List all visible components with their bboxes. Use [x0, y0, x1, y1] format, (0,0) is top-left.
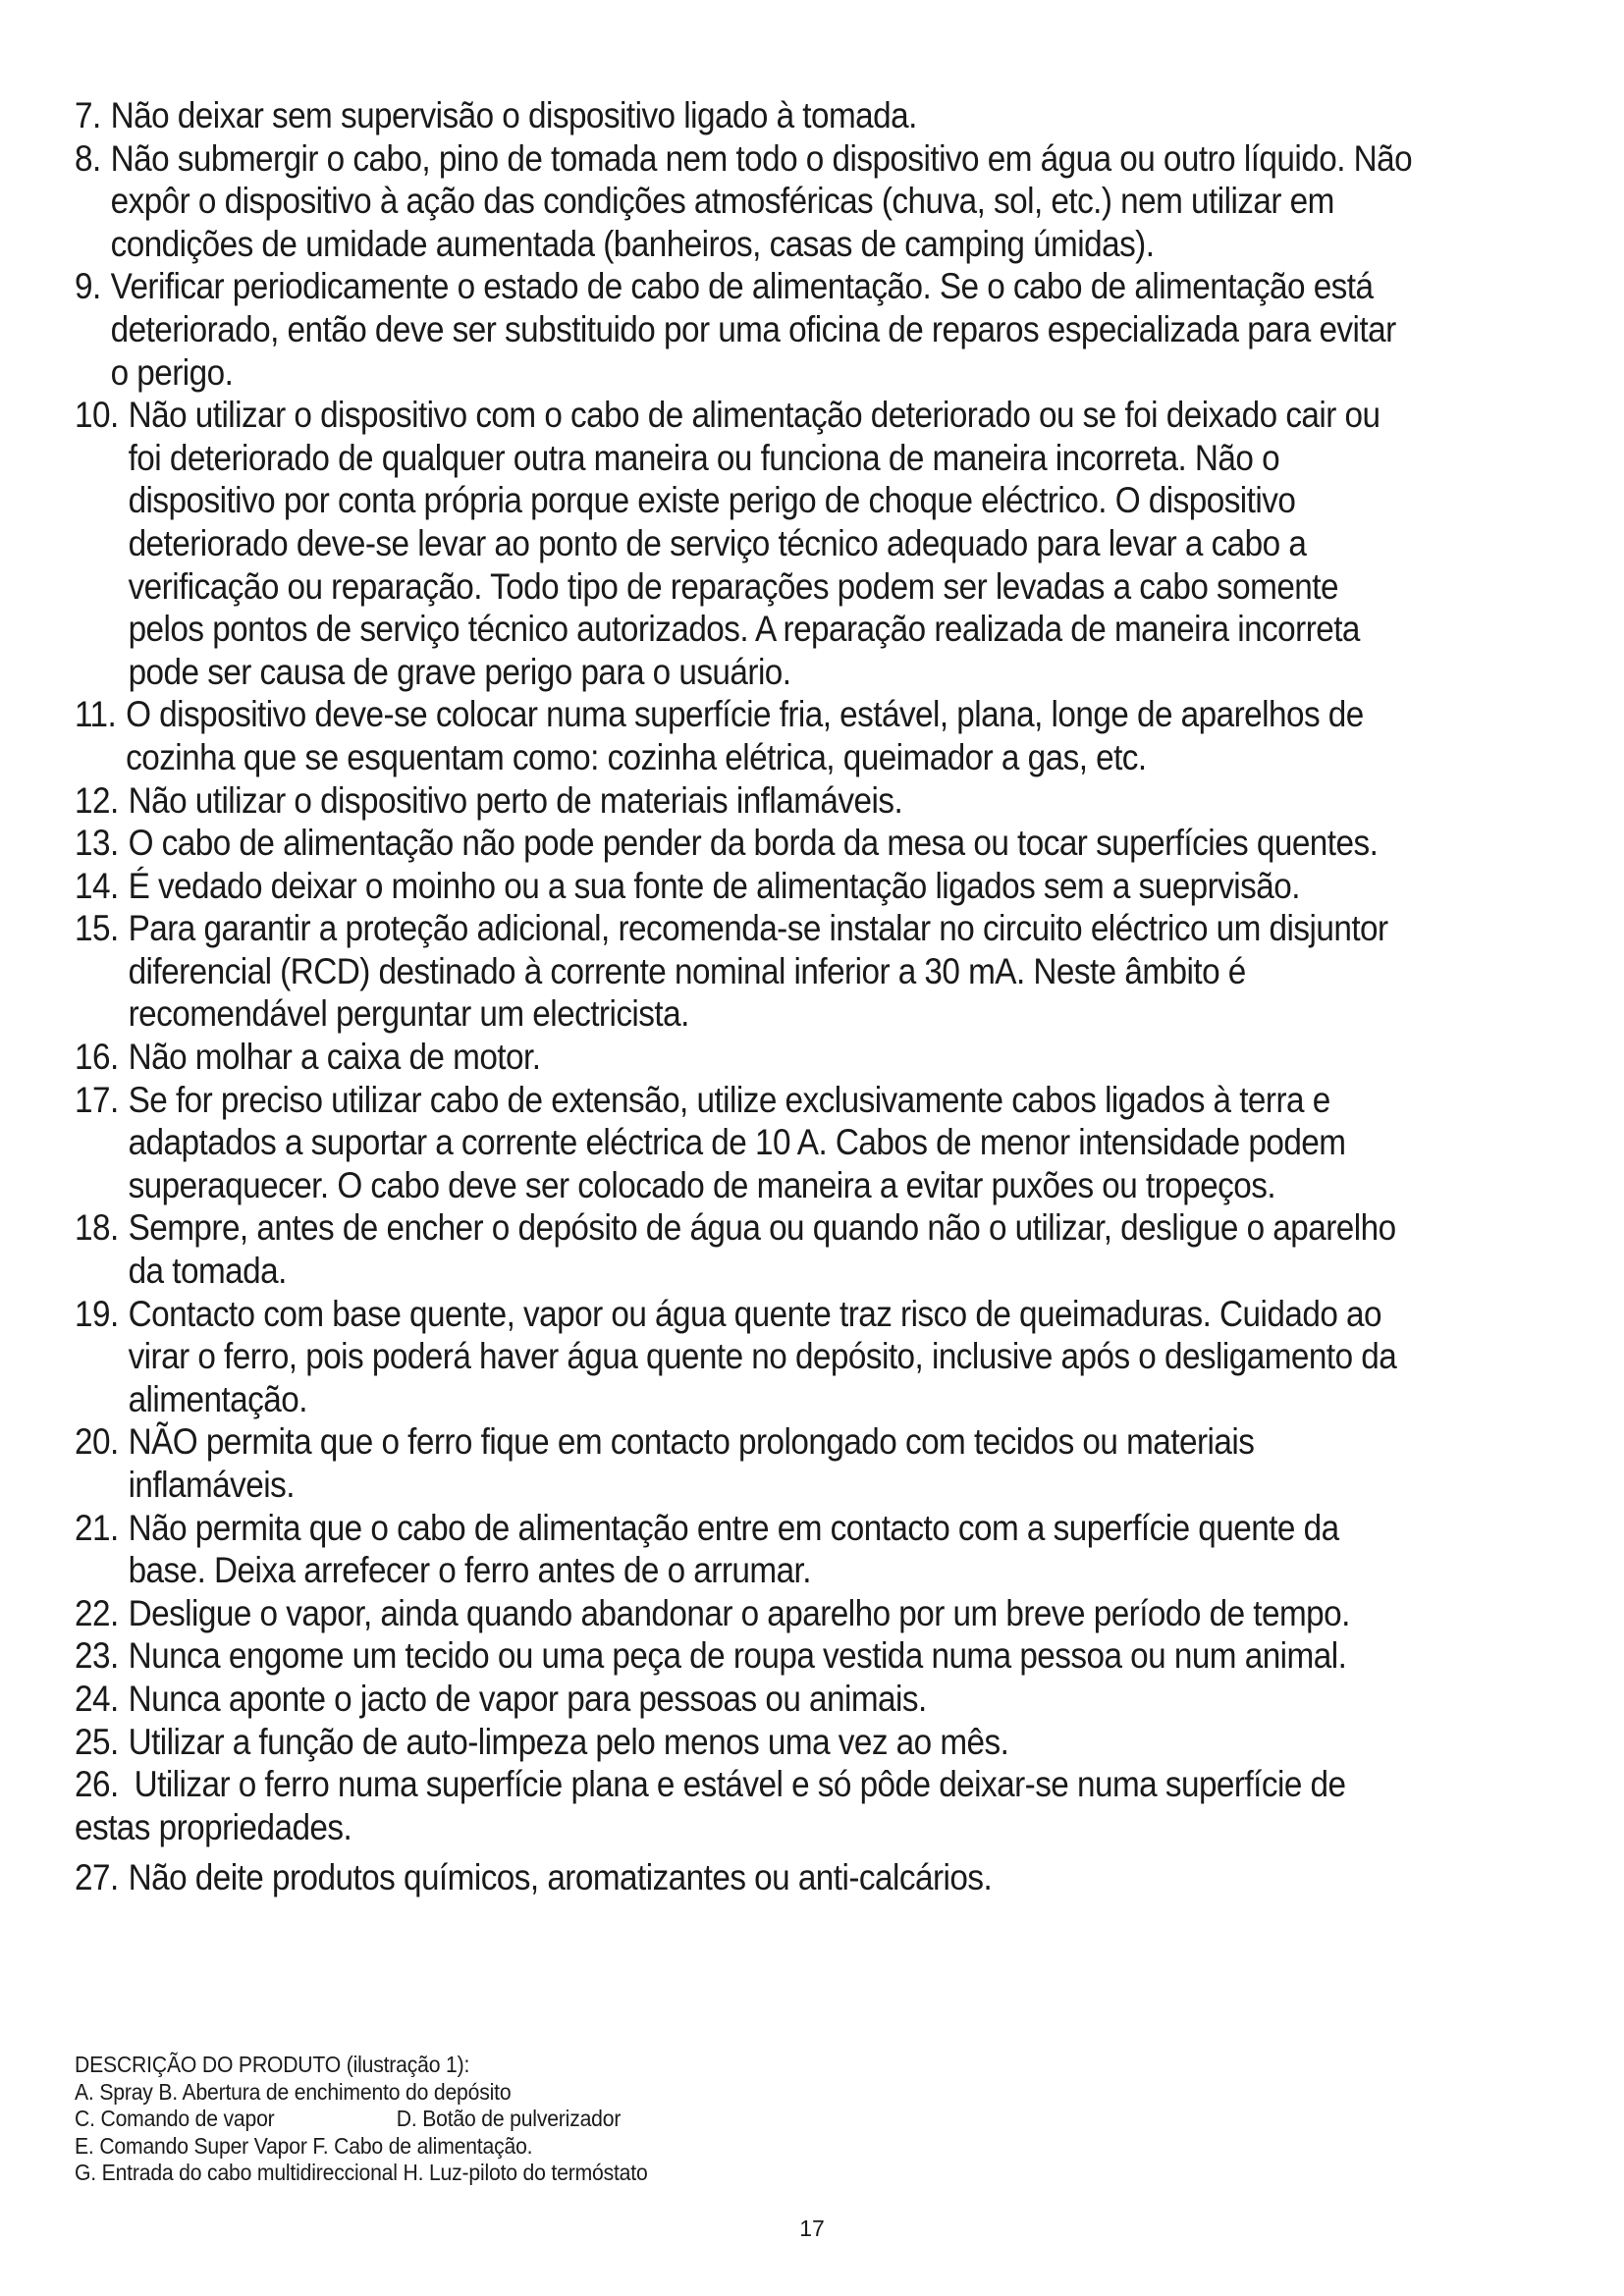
- item-text: Desligue o vapor, ainda quando abandonar o aparelho por um breve período de tempo.: [128, 1592, 1350, 1633]
- item-text: O cabo de alimentação não pode pender da borda da mesa ou tocar superfícies quentes.: [128, 823, 1379, 864]
- item-number: 7.: [75, 95, 101, 135]
- list-item-27: [75, 1856, 1418, 1899]
- item-number: 20.: [75, 1421, 119, 1463]
- item-text: Nunca aponte o jacto de vapor para pessoas ou animais.: [128, 1678, 927, 1719]
- item-number: 23.: [75, 1635, 119, 1677]
- list-item-18: [75, 1206, 1418, 1292]
- list-item-21: [75, 1507, 1418, 1592]
- list-item-19: [75, 1293, 1418, 1421]
- list-item-23: [75, 1634, 1418, 1678]
- item-text: Não submergir o cabo, pino de tomada nem todo o dispositivo em água ou outro líquido. Não expôr o dispositivo à ação das condições atmosféricas (chuva, sol, etc.) nem utilizar em condições de umidade aumentada (banheiros, casas de camping úmidas).: [110, 137, 1413, 264]
- item-text: Utilizar a função de auto-limpeza pelo menos uma vez ao mês.: [128, 1721, 1009, 1762]
- list-item-7: [75, 94, 1418, 137]
- item-number: 21.: [75, 1507, 119, 1548]
- item-number: 26.: [75, 1764, 119, 1805]
- list-item-13: [75, 822, 1418, 865]
- item-text: O dispositivo deve-se colocar numa superfície fria, estável, plana, longe de aparelhos de cozinha que se esquentam como: cozinha elétrica, queimador a gas, etc.: [126, 694, 1364, 777]
- list-item-24: [75, 1678, 1418, 1721]
- page-number: 17: [799, 2216, 825, 2241]
- item-text: Não molhar a caixa de motor.: [128, 1037, 541, 1078]
- list-item-8: [75, 137, 1418, 266]
- item-number: 24.: [75, 1678, 119, 1719]
- item-number: 27.: [75, 1857, 119, 1898]
- item-text: É vedado deixar o moinho ou a sua fonte de alimentação ligados sem a sueprvisão.: [128, 865, 1300, 906]
- item-text: Não utilizar o dispositivo perto de materiais inflamáveis.: [128, 779, 903, 821]
- item-text: Utilizar o ferro numa superfície plana e estável e só pôde deixar-se numa superfície de estas propriedades.: [75, 1764, 1346, 1847]
- list-item-12: [75, 779, 1418, 823]
- item-number: 8.: [75, 137, 101, 179]
- item-text: Para garantir a proteção adicional, recomenda-se instalar no circuito eléctrico um disjuntor diferencial (RCD) destinado à corrente nominal inferior a 30 mA. Neste âmbito é recomendável perguntar um electricista.: [128, 908, 1388, 1035]
- item-text: Não deite produtos químicos, aromatizantes ou anti-calcários.: [128, 1857, 993, 1898]
- item-number: 9.: [75, 266, 101, 307]
- list-item-20: [75, 1420, 1418, 1506]
- product-description-heading: DESCRIÇÃO DO PRODUTO (ilustração 1):: [75, 2052, 470, 2077]
- item-text: NÃO permita que o ferro fique em contacto prolongado com tecidos ou materiais inflamáveis.: [128, 1421, 1255, 1505]
- list-item-26: [75, 1763, 1418, 1848]
- item-number: 13.: [75, 823, 119, 864]
- item-number: 19.: [75, 1293, 119, 1334]
- item-text: Verificar periodicamente o estado de cabo de alimentação. Se o cabo de alimentação está deteriorado, então deve ser substituido por uma oficina de reparos especializada para evitar o perigo.: [110, 266, 1396, 393]
- product-part-ab: A. Spray B. Abertura de enchimento do depósito: [75, 2078, 512, 2105]
- item-number: 16.: [75, 1037, 119, 1078]
- item-number: 10.: [75, 395, 119, 436]
- item-number: 18.: [75, 1207, 119, 1249]
- item-text: Sempre, antes de encher o depósito de água ou quando não o utilizar, desligue o aparelho da tomada.: [128, 1207, 1396, 1292]
- safety-instructions-list: [75, 94, 1418, 1899]
- product-part-c: C. Comando de vapor: [75, 2106, 275, 2131]
- item-text: Contacto com base quente, vapor ou água quente traz risco de queimaduras. Cuidado ao virar o ferro, pois poderá haver água quente no depósito, inclusive após o desligamento da alimentação.: [128, 1293, 1397, 1419]
- item-number: 22.: [75, 1592, 119, 1633]
- product-part-gh: G. Entrada do cabo multidireccional H. Luz-piloto do termóstato: [75, 2160, 648, 2185]
- item-text: Não utilizar o dispositivo com o cabo de alimentação deteriorado ou se foi deixado cair ou foi deteriorado de qualquer outra maneira ou funciona de maneira incorreta. Não o dispositivo por conta própria porque existe perigo de choque eléctrico. O dispositivo deteriorado deve-se levar ao ponto de serviço técnico adequado para levar a cabo a verificação ou reparação. Todo tipo de reparações podem ser levadas a cabo somente pelos pontos de serviço técnico autorizados. A reparação realizada de maneira incorreta pode ser causa de grave perigo para o usuário.: [128, 395, 1380, 692]
- list-item-25: [75, 1721, 1418, 1764]
- list-item-16: [75, 1036, 1418, 1079]
- product-part-d: D. Botão de pulverizador: [396, 2106, 622, 2131]
- item-number: 11.: [75, 694, 117, 735]
- list-item-15: [75, 907, 1418, 1036]
- list-item-9: [75, 265, 1418, 394]
- product-description: [75, 2052, 1249, 2187]
- product-part-ef: E. Comando Super Vapor F. Cabo de alimentação.: [75, 2132, 533, 2159]
- list-item-14: [75, 865, 1418, 908]
- item-number: 25.: [75, 1721, 119, 1762]
- list-item-11: [75, 693, 1418, 778]
- item-number: 14.: [75, 865, 119, 906]
- item-number: 15.: [75, 908, 119, 949]
- item-number: 12.: [75, 779, 119, 821]
- item-text: Não deixar sem supervisão o dispositivo ligado à tomada.: [110, 95, 917, 135]
- list-item-22: [75, 1592, 1418, 1635]
- item-text: Nunca engome um tecido ou uma peça de roupa vestida numa pessoa ou num animal.: [128, 1635, 1347, 1677]
- list-item-10: [75, 394, 1418, 693]
- item-text: Se for preciso utilizar cabo de extensão, utilize exclusivamente cabos ligados à terra e adaptados a suportar a corrente eléctrica de 10 A. Cabos de menor intensidade podem superaquecer. O cabo deve ser colocado de maneira a evitar puxões ou tropeços.: [128, 1079, 1346, 1205]
- product-part-cd: [75, 2106, 1249, 2133]
- item-number: 17.: [75, 1079, 119, 1120]
- list-item-17: [75, 1079, 1418, 1207]
- item-text: Não permita que o cabo de alimentação entre em contacto com a superfície quente da base. Deixa arrefecer o ferro antes de o arrumar.: [128, 1507, 1339, 1591]
